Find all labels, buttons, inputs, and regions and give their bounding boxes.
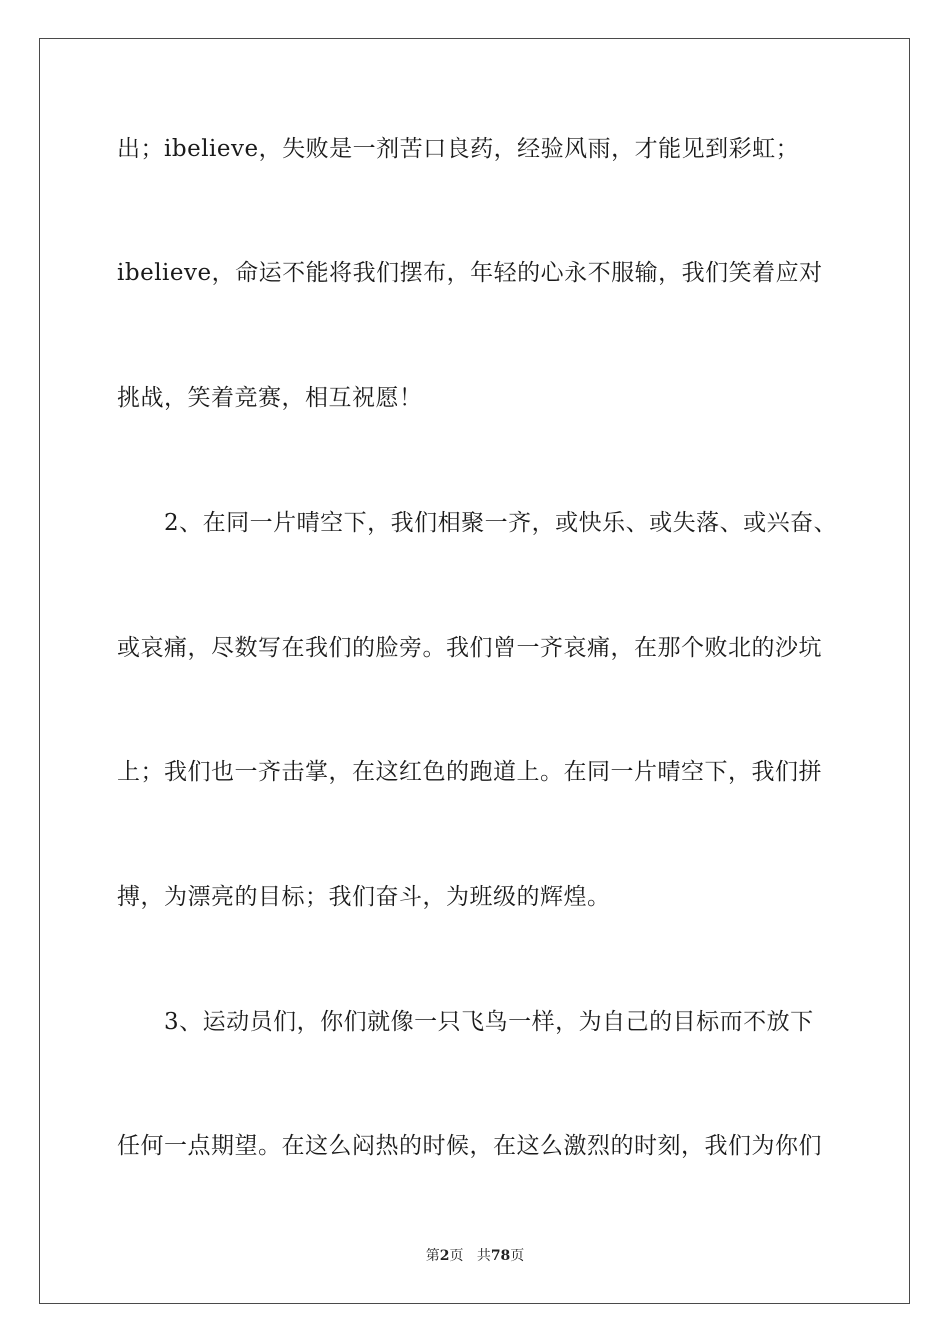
total-prefix: 共 [476, 1248, 491, 1264]
text-line: 3、运动员们，你们就像一只飞鸟一样，为自己的目标而不放下 [117, 1009, 814, 1035]
page-suffix: 页 [449, 1248, 464, 1264]
total-suffix: 页 [510, 1248, 525, 1264]
page-number: 2 [439, 1248, 450, 1264]
text-line: 任何一点期望。在这么闷热的时候，在这么激烈的时刻，我们为你们 [117, 1133, 822, 1159]
page-footer [0, 1247, 950, 1265]
text-line: 或哀痛，尽数写在我们的脸旁。我们曾一齐哀痛，在那个败北的沙坑 [117, 635, 822, 661]
text-line: 出；ibelieve，失败是一剂苦口良药，经验风雨，才能见到彩虹； [117, 136, 800, 162]
page-border [39, 38, 910, 1304]
text-line: 上；我们也一齐击掌，在这红色的跑道上。在同一片晴空下，我们拼 [117, 759, 822, 785]
text-line: 搏，为漂亮的目标；我们奋斗，为班级的辉煌。 [117, 884, 611, 910]
text-line: 挑战，笑着竞赛，相互祝愿！ [117, 385, 423, 411]
total-pages: 78 [490, 1248, 511, 1264]
page-prefix: 第 [425, 1248, 440, 1264]
text-line: ibelieve，命运不能将我们摆布，年轻的心永不服输，我们笑着应对 [117, 260, 823, 286]
text-line: 2、在同一片晴空下，我们相聚一齐，或快乐、或失落、或兴奋、 [117, 510, 838, 536]
